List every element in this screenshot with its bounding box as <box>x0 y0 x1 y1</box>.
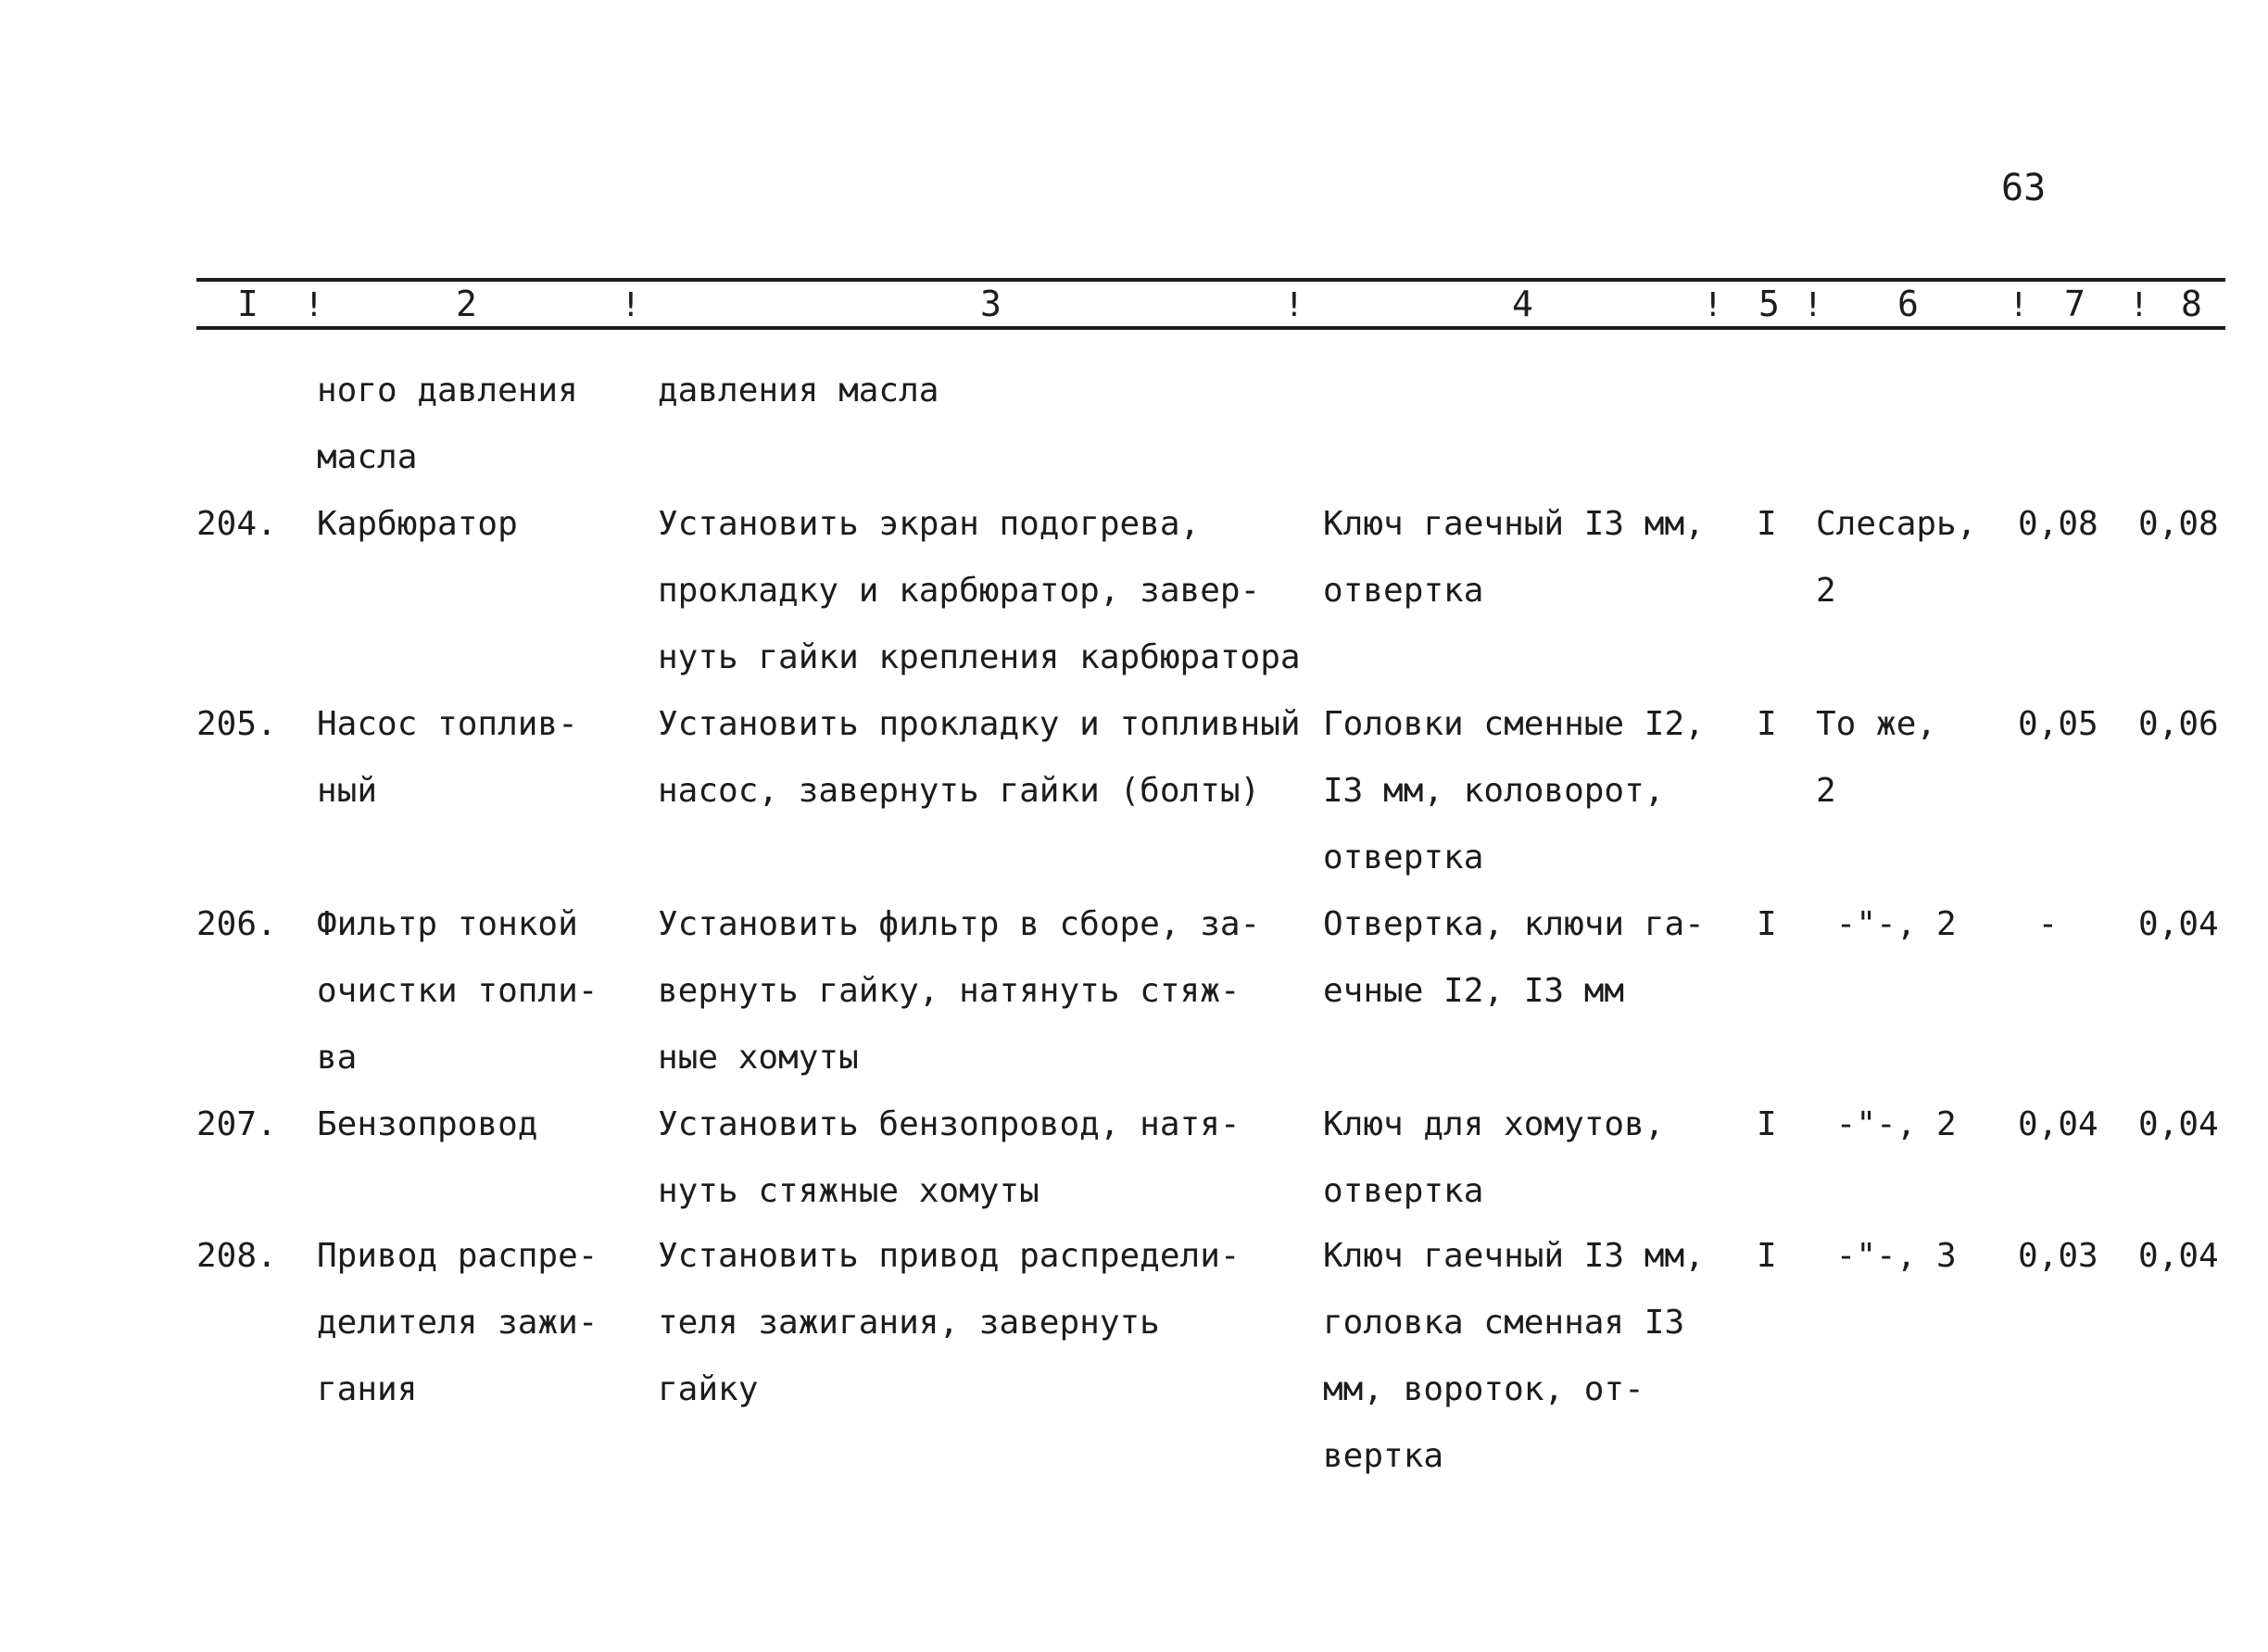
page-number: 63 <box>2001 167 2047 209</box>
row-value-8: 0,04 <box>2138 1237 2219 1275</box>
row-number: 204. <box>196 505 277 543</box>
row-quantity: I <box>1757 905 1777 943</box>
row-quantity: I <box>1757 505 1777 543</box>
header-col-2: 2 <box>456 284 477 324</box>
row-number: 207. <box>196 1105 277 1143</box>
row-name: Фильтр тонкой очистки топли- ва <box>317 905 598 1077</box>
row-value-8: 0,04 <box>2138 1105 2219 1143</box>
row-value-7: 0,04 <box>2018 1105 2098 1143</box>
continuation-operation: давления масла <box>658 372 939 410</box>
row-tools: Отвертка, ключи га- ечные I2, I3 мм <box>1323 905 1705 1010</box>
row-operation: Установить экран подогрева, прокладку и карбюратор, завер- нуть гайки крепления карбюратора <box>658 505 1301 676</box>
row-value-7: 0,03 <box>2018 1237 2098 1275</box>
row-worker: Слесарь, 2 <box>1816 505 1977 610</box>
row-number: 206. <box>196 905 277 943</box>
row-tools: Ключ гаечный I3 мм, отвертка <box>1323 505 1705 610</box>
row-quantity: I <box>1757 1237 1777 1275</box>
row-operation: Установить бензопровод, натя- нуть стяжные хомуты <box>658 1105 1241 1210</box>
header-col-4: 4 <box>1512 284 1533 324</box>
row-name: Привод распре- делителя зажи- гания <box>317 1237 598 1408</box>
header-col-3: 3 <box>980 284 1002 324</box>
header-col-1: I <box>237 284 258 324</box>
header-separator: ! <box>2129 286 2149 324</box>
row-tools: Головки сменные I2, I3 мм, коловорот, отвертка <box>1323 705 1705 876</box>
row-worker: -"-, 2 <box>1816 905 1957 943</box>
row-operation: Установить фильтр в сборе, за- вернуть гайку, натянуть стяж- ные хомуты <box>658 905 1261 1077</box>
header-separator: ! <box>1284 286 1304 324</box>
row-operation: Установить привод распредели- теля зажигания, завернуть гайку <box>658 1237 1241 1408</box>
row-name: Карбюратор <box>317 505 518 543</box>
header-col-7: 7 <box>2064 284 2085 324</box>
row-tools: Ключ для хомутов, отвертка <box>1323 1105 1665 1210</box>
row-worker: -"-, 2 <box>1816 1105 1957 1143</box>
row-value-7: 0,05 <box>2018 705 2098 743</box>
table-top-rule <box>196 278 2225 282</box>
row-number: 208. <box>196 1237 277 1275</box>
header-col-6: 6 <box>1897 284 1919 324</box>
row-number: 205. <box>196 705 277 743</box>
row-operation: Установить прокладку и топливный насос, завернуть гайки (болты) <box>658 705 1301 810</box>
row-value-8: 0,04 <box>2138 905 2219 943</box>
row-name: Бензопровод <box>317 1105 538 1143</box>
row-quantity: I <box>1757 1105 1777 1143</box>
row-value-8: 0,08 <box>2138 505 2219 543</box>
row-value-8: 0,06 <box>2138 705 2219 743</box>
header-col-8: 8 <box>2181 284 2202 324</box>
header-separator: ! <box>2009 286 2029 324</box>
row-value-7: - <box>2018 905 2059 943</box>
row-tools: Ключ гаечный I3 мм, головка сменная I3 мм, вороток, от- вертка <box>1323 1237 1705 1475</box>
row-worker: -"-, 3 <box>1816 1237 1957 1275</box>
row-name: Насос топлив- ный <box>317 705 578 810</box>
row-worker: То же, 2 <box>1816 705 1937 810</box>
header-separator: ! <box>304 286 324 324</box>
table-header-rule <box>196 326 2225 330</box>
header-separator: ! <box>1703 286 1723 324</box>
header-separator: ! <box>1803 286 1823 324</box>
row-quantity: I <box>1757 705 1777 743</box>
header-col-5: 5 <box>1758 284 1780 324</box>
continuation-name: ного давления масла <box>317 372 578 476</box>
row-value-7: 0,08 <box>2018 505 2098 543</box>
header-separator: ! <box>621 286 641 324</box>
